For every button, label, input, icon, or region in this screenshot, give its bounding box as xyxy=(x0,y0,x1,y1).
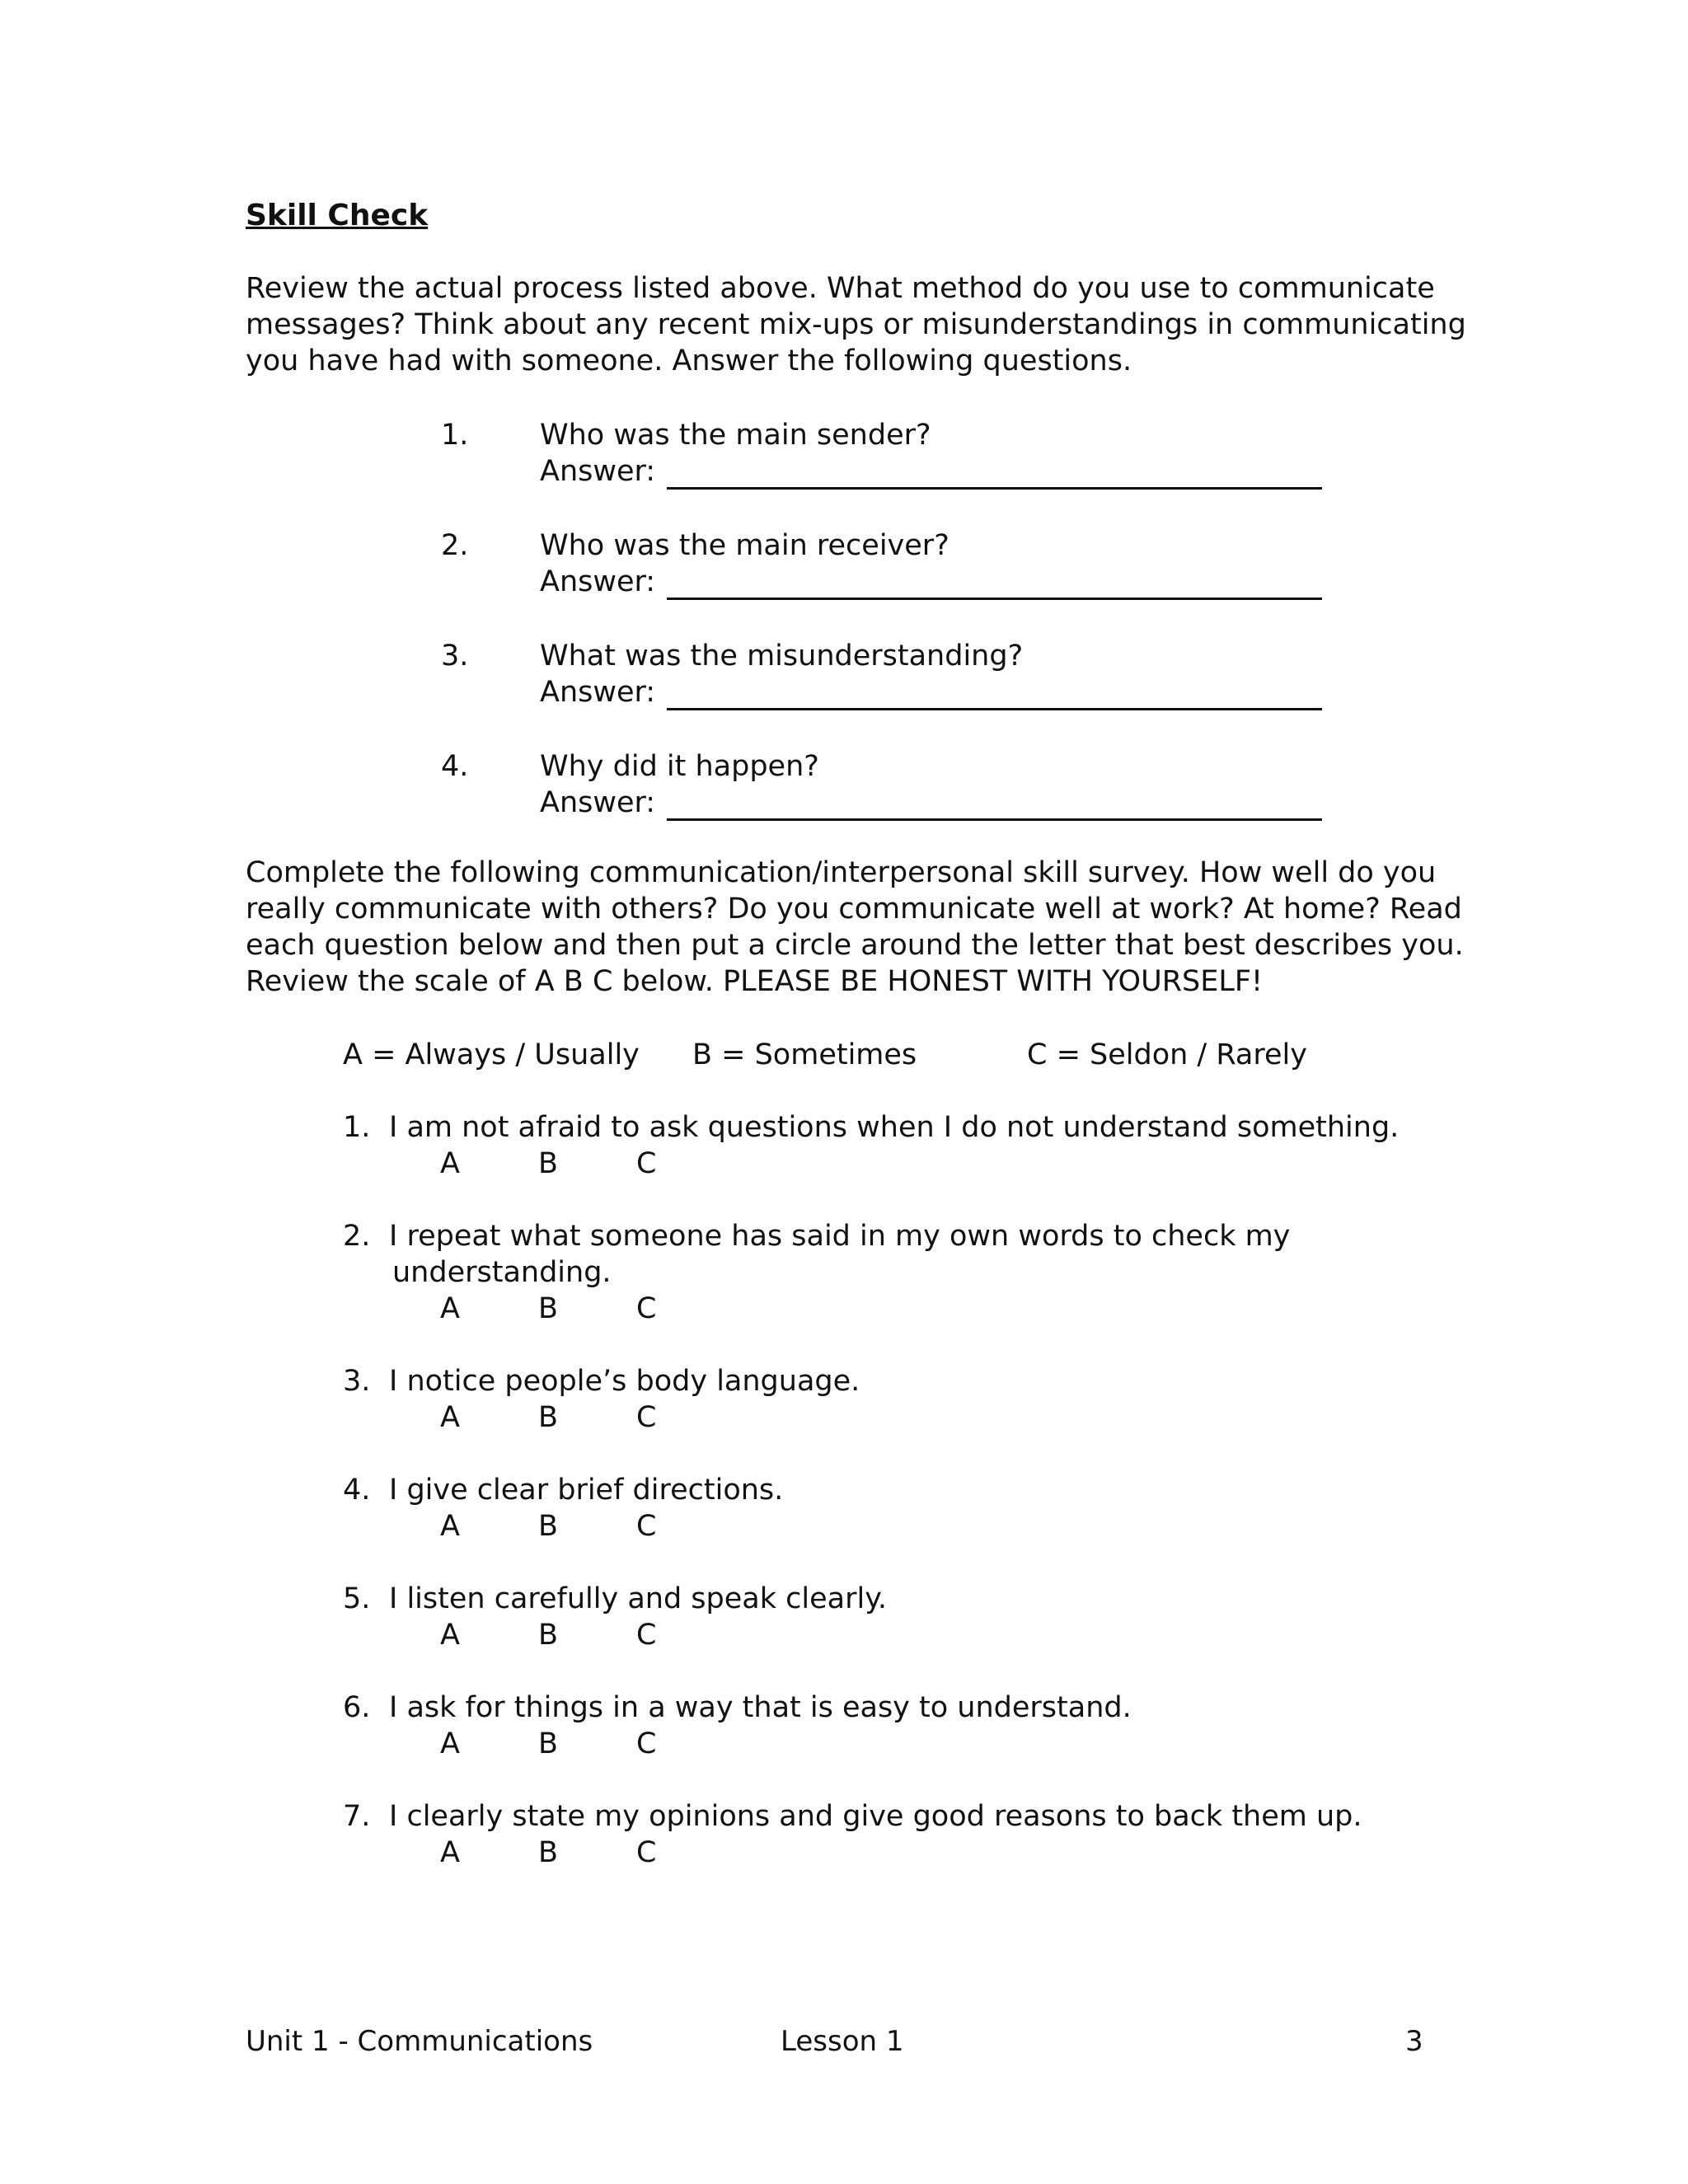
answer-choices xyxy=(343,1617,1497,1653)
choice-c[interactable]: C xyxy=(636,1147,657,1180)
choice-b[interactable]: B xyxy=(538,1619,559,1652)
survey-item-number: 2. xyxy=(343,1220,371,1253)
answer-blank[interactable] xyxy=(667,569,1322,600)
choice-a[interactable]: A xyxy=(440,1147,460,1180)
survey-item-text xyxy=(389,1472,783,1508)
answer-label: Answer: xyxy=(540,786,656,819)
question-number: 4. xyxy=(441,750,469,783)
answer-blank[interactable] xyxy=(667,459,1322,490)
question-text: Why did it happen? xyxy=(540,750,819,783)
answer-label: Answer: xyxy=(540,455,656,488)
question-item xyxy=(441,527,1348,638)
question-item xyxy=(441,638,1348,748)
rating-scale-legend xyxy=(343,1037,1414,1073)
answer-choices xyxy=(343,1508,1497,1544)
answer-blank[interactable] xyxy=(667,790,1322,821)
survey-item-text xyxy=(389,1690,1132,1726)
question-item xyxy=(441,748,1348,859)
choice-c[interactable]: C xyxy=(636,1619,657,1652)
answer-label: Answer: xyxy=(540,565,656,598)
choice-b[interactable]: B xyxy=(538,1727,559,1760)
survey-list xyxy=(343,1109,1497,1907)
instruction-line: really communicate with others? Do you communicate well at work? At home? Read xyxy=(246,893,1462,926)
survey-item-number: 5. xyxy=(343,1582,371,1615)
footer-lesson: Lesson 1 xyxy=(781,2025,904,2058)
survey-item-line: I am not afraid to ask questions when I do not understand something. xyxy=(389,1111,1400,1144)
survey-item-number: 1. xyxy=(343,1111,371,1144)
survey-item-line: understanding. xyxy=(392,1256,612,1289)
answer-label: Answer: xyxy=(540,676,656,709)
survey-item xyxy=(343,1109,1497,1182)
survey-item xyxy=(343,1690,1497,1762)
survey-item xyxy=(343,1363,1497,1436)
choice-b[interactable]: B xyxy=(538,1401,559,1434)
choice-a[interactable]: A xyxy=(440,1292,460,1325)
choice-b[interactable]: B xyxy=(538,1292,559,1325)
intro-line: messages? Think about any recent mix-ups or misunderstandings in communicating xyxy=(246,308,1466,341)
question-list xyxy=(441,417,1348,859)
survey-item-line: I repeat what someone has said in my own words to check my xyxy=(389,1220,1291,1253)
question-number: 1. xyxy=(441,419,469,452)
survey-item-line: I give clear brief directions. xyxy=(389,1474,784,1507)
answer-blank[interactable] xyxy=(667,680,1322,710)
survey-item-line: I listen carefully and speak clearly. xyxy=(389,1582,888,1615)
choice-c[interactable]: C xyxy=(636,1727,657,1760)
choice-c[interactable]: C xyxy=(636,1401,657,1434)
survey-item-number: 7. xyxy=(343,1800,371,1833)
choice-a[interactable]: A xyxy=(440,1727,460,1760)
choice-a[interactable]: A xyxy=(440,1619,460,1652)
intro-paragraph xyxy=(246,270,1466,379)
choice-a[interactable]: A xyxy=(440,1510,460,1543)
survey-item-number: 3. xyxy=(343,1365,371,1398)
survey-item-line: I ask for things in a way that is easy to understand. xyxy=(389,1691,1132,1724)
choice-c[interactable]: C xyxy=(636,1510,657,1543)
survey-item xyxy=(343,1798,1497,1871)
question-number: 3. xyxy=(441,640,469,673)
choice-c[interactable]: C xyxy=(636,1836,657,1869)
answer-row xyxy=(540,564,1322,600)
survey-item xyxy=(343,1218,1497,1327)
choice-b[interactable]: B xyxy=(538,1836,559,1869)
survey-item-line: I clearly state my opinions and give good reasons to back them up. xyxy=(389,1800,1362,1833)
answer-choices xyxy=(343,1726,1497,1762)
survey-item xyxy=(343,1472,1497,1544)
choice-b[interactable]: B xyxy=(538,1510,559,1543)
page-footer xyxy=(0,2023,1688,2060)
answer-choices xyxy=(343,1399,1497,1436)
answer-choices xyxy=(343,1146,1497,1182)
intro-line: Review the actual process listed above. What method do you use to communicate xyxy=(246,272,1435,305)
footer-unit: Unit 1 - Communications xyxy=(246,2025,593,2058)
choice-a[interactable]: A xyxy=(440,1836,460,1869)
question-number: 2. xyxy=(441,529,469,562)
survey-item xyxy=(343,1581,1497,1653)
question-item xyxy=(441,417,1348,527)
question-text: Who was the main sender? xyxy=(540,419,931,452)
answer-choices xyxy=(343,1291,1497,1327)
section-heading: Skill Check xyxy=(246,199,429,232)
survey-item-text xyxy=(389,1363,860,1399)
answer-row xyxy=(540,785,1322,821)
instruction-line: each question below and then put a circle around the letter that best describes you. xyxy=(246,929,1464,962)
page-number: 3 xyxy=(1405,2025,1423,2058)
answer-choices xyxy=(343,1835,1497,1871)
scale-c: C = Seldon / Rarely xyxy=(1027,1038,1307,1071)
instruction-line: Complete the following communication/interpersonal skill survey. How well do you xyxy=(246,856,1437,889)
survey-item-number: 4. xyxy=(343,1474,371,1507)
survey-item-text xyxy=(389,1581,887,1617)
survey-item-line: I notice people’s body language. xyxy=(389,1365,860,1398)
question-text: What was the misunderstanding? xyxy=(540,640,1024,673)
survey-item-number: 6. xyxy=(343,1691,371,1724)
survey-item-text xyxy=(389,1798,1362,1835)
scale-a: A = Always / Usually xyxy=(343,1038,640,1071)
survey-item-text xyxy=(389,1218,1290,1291)
choice-b[interactable]: B xyxy=(538,1147,559,1180)
choice-a[interactable]: A xyxy=(440,1401,460,1434)
choice-c[interactable]: C xyxy=(636,1292,657,1325)
scale-b: B = Sometimes xyxy=(692,1038,917,1071)
survey-item-text xyxy=(389,1109,1399,1146)
question-text: Who was the main receiver? xyxy=(540,529,950,562)
answer-row xyxy=(540,453,1322,490)
instruction-line: Review the scale of A B C below. PLEASE BE HONEST WITH YOURSELF! xyxy=(246,965,1264,998)
intro-line: you have had with someone. Answer the following questions. xyxy=(246,344,1132,377)
answer-row xyxy=(540,674,1322,710)
survey-instructions xyxy=(246,855,1482,1000)
